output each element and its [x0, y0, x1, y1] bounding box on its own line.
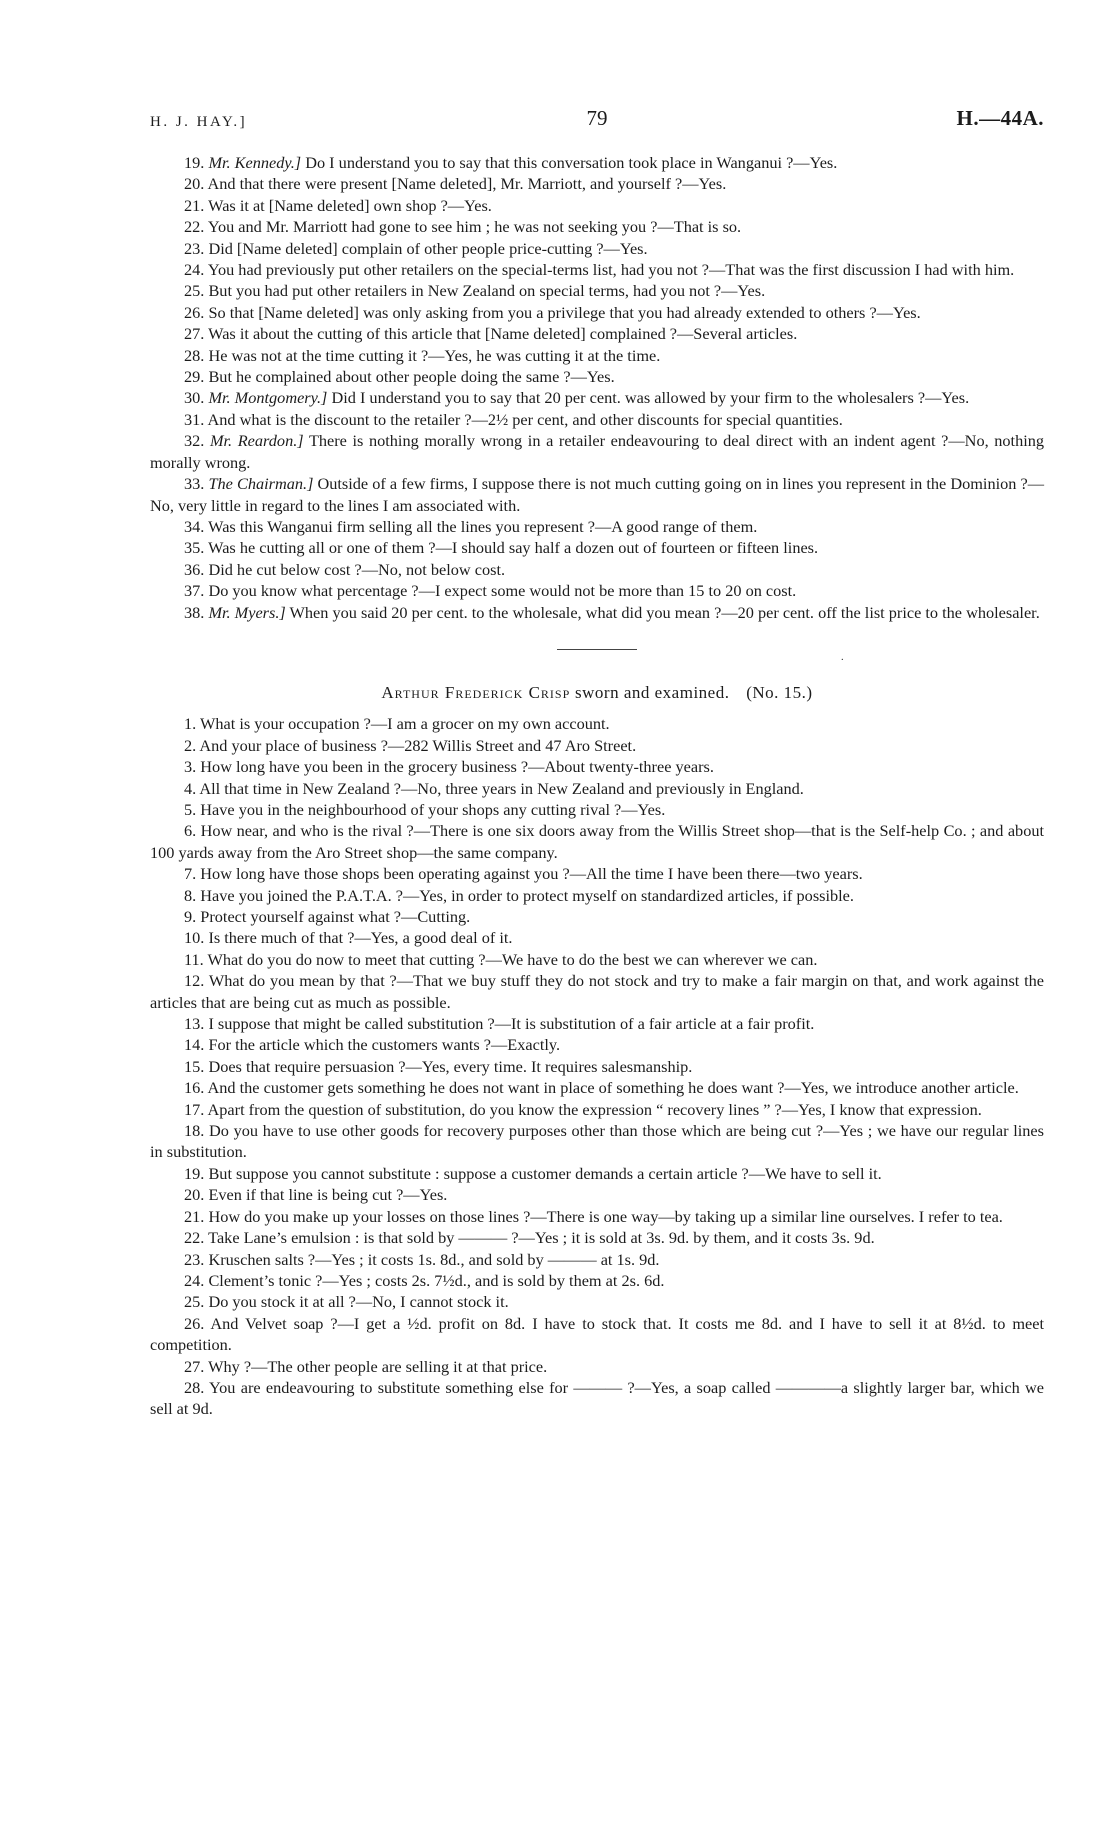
qa-paragraph — [150, 906, 1044, 927]
qa-paragraph — [150, 345, 1044, 366]
question-number: 28. — [184, 1377, 205, 1397]
question-number: 27. — [184, 1356, 205, 1376]
question-number: 23. — [184, 1249, 205, 1269]
qa-text: Was this Wanganui firm selling all the lines you represent ?—A good range of them. — [208, 516, 758, 536]
qa-text: Is there much of that ?—Yes, a good deal of it. — [208, 928, 513, 948]
qa-text: Have you joined the P.A.T.A. ?—Yes, in order to protect myself on standardized articles, if possible. — [200, 885, 854, 905]
qa-text: For the article which the customers wants ?—Exactly. — [208, 1035, 561, 1055]
sworn-label: sworn and examined. — [575, 682, 730, 702]
question-number: 32. — [184, 431, 205, 451]
qa-paragraph — [150, 580, 1044, 601]
question-number: 11. — [184, 949, 204, 969]
qa-text: You and Mr. Marriott had gone to see him ; he was not seeking you ?—That is so. — [207, 217, 742, 237]
qa-paragraph — [150, 280, 1044, 301]
qa-text: How do you make up your losses on those lines ?—There is one way—by taking up a similar line ourselves. I refer to tea. — [208, 1206, 1003, 1226]
qa-paragraph — [150, 1206, 1044, 1227]
qa-text: And your place of business ?—282 Willis Street and 47 Aro Street. — [199, 735, 637, 755]
stray-mark: · — [840, 654, 844, 666]
qa-paragraph — [150, 409, 1044, 430]
question-number: 34. — [184, 516, 205, 536]
question-number: 8. — [184, 885, 197, 905]
qa-text: What do you do now to meet that cutting ?—We have to do the best we can wherever we can. — [207, 949, 818, 969]
question-number: 12. — [184, 971, 205, 991]
question-number: 5. — [184, 799, 197, 819]
qa-paragraph — [150, 516, 1044, 537]
question-number: 20. — [184, 1185, 205, 1205]
question-number: 6. — [184, 821, 197, 841]
qa-paragraph — [150, 1227, 1044, 1248]
qa-text: Why ?—The other people are selling it at that price. — [208, 1356, 548, 1376]
question-number: 31. — [184, 409, 205, 429]
qa-paragraph — [150, 756, 1044, 777]
qa-text: Was he cutting all or one of them ?—I should say half a dozen out of fourteen or fifteen lines. — [208, 538, 819, 558]
qa-paragraph — [150, 387, 1044, 408]
qa-paragraph — [150, 559, 1044, 580]
question-number: 30. — [184, 388, 205, 408]
qa-text: Did he cut below cost ?—No, not below cost. — [208, 559, 506, 579]
qa-text: And what is the discount to the retailer ?—2½ per cent, and other discounts for special quantities. — [207, 409, 843, 429]
qa-paragraph — [150, 1184, 1044, 1205]
qa-paragraph — [150, 1291, 1044, 1312]
qa-text: How long have those shops been operating against you ?—All the time I have been there—two years. — [200, 864, 863, 884]
speaker-name: Mr. Montgomery.] — [208, 388, 328, 408]
qa-text: Clement’s tonic ?—Yes ; costs 2s. 7½d., and is sold by them at 2s. 6d. — [208, 1270, 665, 1290]
qa-text: You are endeavouring to substitute something else for ——— ?—Yes, a soap called ————a slightly larger bar, which we sell at 9d. — [150, 1377, 1044, 1419]
section-divider — [557, 649, 637, 650]
qa-paragraph — [150, 238, 1044, 259]
qa-paragraph — [150, 323, 1044, 344]
qa-paragraph — [150, 1270, 1044, 1291]
qa-paragraph — [150, 927, 1044, 948]
witness-name: Arthur Frederick Crisp — [381, 682, 571, 702]
qa-paragraph — [150, 195, 1044, 216]
qa-text: And the customer gets something he does not want in place of something he does want ?—Yes, we introduce another article. — [207, 1078, 1019, 1098]
qa-text: But he complained about other people doing the same ?—Yes. — [208, 367, 615, 387]
qa-paragraph — [150, 885, 1044, 906]
qa-text: Did [Name deleted] complain of other people price-cutting ?—Yes. — [208, 238, 648, 258]
qa-paragraph — [150, 1163, 1044, 1184]
question-number: 25. — [184, 281, 205, 301]
question-number: 21. — [184, 1206, 205, 1226]
question-number: 21. — [184, 195, 205, 215]
qa-paragraph — [150, 1013, 1044, 1034]
qa-text: Protect yourself against what ?—Cutting. — [200, 907, 471, 926]
question-number: 4. — [184, 778, 197, 798]
qa-text: Do I understand you to say that this conversation took place in Wanganui ?—Yes. — [305, 153, 838, 172]
question-number: 38. — [184, 602, 205, 622]
qa-paragraph — [150, 216, 1044, 237]
qa-paragraph — [150, 366, 1044, 387]
qa-text: Do you know what percentage ?—I expect some would not be more than 15 to 20 on cost. — [208, 581, 797, 601]
qa-paragraph — [150, 778, 1044, 799]
question-number: 7. — [184, 864, 197, 884]
question-number: 3. — [184, 757, 197, 777]
qa-paragraph — [150, 1099, 1044, 1120]
qa-text: How near, and who is the rival ?—There is one six doors away from the Willis Street shop—that is the Self-help Co. ; and about 100 yards away from the Aro Street shop—the same company. — [150, 821, 1044, 862]
speaker-name: Mr. Myers.] — [208, 602, 286, 622]
speaker-name: Mr. Reardon.] — [209, 431, 304, 451]
qa-text: There is nothing morally wrong in a retailer endeavouring to deal direct with an indent agent ?—No, nothing morally wrong. — [150, 431, 1045, 472]
question-number: 9. — [184, 907, 197, 926]
question-number: 33. — [184, 474, 205, 494]
qa-text: Does that require persuasion ?—Yes, every time. It requires salesmanship. — [208, 1056, 693, 1076]
qa-paragraph — [150, 1077, 1044, 1098]
qa-paragraph — [150, 1377, 1044, 1420]
qa-paragraph — [150, 173, 1044, 194]
question-number: 10. — [184, 928, 205, 948]
qa-text: What is your occupation ?—I am a grocer on my own account. — [200, 714, 610, 734]
question-number: 14. — [184, 1035, 205, 1055]
qa-text: What do you mean by that ?—That we buy stuff they do not stock and try to make a fair margin on that, and work against the articles that are being cut as much as possible. — [150, 971, 1044, 1012]
question-number: 29. — [184, 367, 205, 387]
speaker-name: Mr. Kennedy.] — [208, 153, 302, 172]
qa-text: Do you have to use other goods for recovery purposes other than those which are being cut ?—Yes ; we have our regular lines in substitution. — [150, 1121, 1044, 1162]
qa-paragraph — [150, 713, 1044, 734]
qa-text: Even if that line is being cut ?—Yes. — [208, 1185, 448, 1205]
question-number: 20. — [184, 174, 205, 194]
qa-text: When you said 20 per cent. to the wholesale, what did you mean ?—20 per cent. off the list price to the wholesaler. — [289, 602, 1040, 622]
qa-text: All that time in New Zealand ?—No, three years in New Zealand and previously in England. — [199, 778, 804, 798]
qa-text: But suppose you cannot substitute : suppose a customer demands a certain article ?—We have to sell it. — [208, 1163, 882, 1183]
crisp-testimony — [150, 713, 1044, 1419]
qa-paragraph — [150, 1034, 1044, 1055]
qa-text: Do you stock it at all ?—No, I cannot stock it. — [208, 1292, 509, 1312]
question-number: 19. — [184, 153, 205, 172]
hay-testimony — [150, 152, 1044, 623]
qa-paragraph — [150, 735, 1044, 756]
question-number: 22. — [184, 1228, 205, 1248]
qa-paragraph — [150, 259, 1044, 280]
section-heading — [150, 682, 1044, 703]
question-number: 24. — [184, 260, 205, 280]
qa-paragraph — [150, 537, 1044, 558]
qa-text: Kruschen salts ?—Yes ; it costs 1s. 8d., and sold by ——— at 1s. 9d. — [208, 1249, 660, 1269]
qa-text: Outside of a few firms, I suppose there is not much cutting going on in lines you represent in the Dominion ?—No, very little in regard to the lines I am associated with. — [150, 474, 1044, 515]
question-number: 2. — [184, 735, 197, 755]
qa-paragraph — [150, 799, 1044, 820]
qa-text: Apart from the question of substitution, do you know the expression “ recovery lines ” ?—Yes, I know that expression. — [207, 1099, 982, 1119]
qa-text: Take Lane’s emulsion : is that sold by ——— ?—Yes ; it is sold at 3s. 9d. by them, and it costs 3s. 9d. — [208, 1228, 875, 1248]
question-number: 17. — [184, 1099, 205, 1119]
qa-paragraph — [150, 1056, 1044, 1077]
question-number: 26. — [184, 302, 205, 322]
question-number: 1. — [184, 714, 197, 734]
question-number: 37. — [184, 581, 205, 601]
qa-paragraph — [150, 152, 1044, 173]
question-number: 26. — [184, 1313, 205, 1333]
qa-paragraph — [150, 302, 1044, 323]
question-number: 28. — [184, 345, 205, 365]
page-number: 79 — [586, 106, 608, 130]
question-number: 18. — [184, 1121, 205, 1141]
speaker-name: The Chairman.] — [208, 474, 314, 494]
question-number: 19. — [184, 1163, 205, 1183]
document-reference: H.—44A. — [956, 106, 1044, 130]
question-number: 15. — [184, 1056, 205, 1076]
qa-paragraph — [150, 430, 1044, 473]
qa-text: I suppose that might be called substitution ?—It is substitution of a fair article at a fair profit. — [208, 1014, 815, 1034]
question-number: 13. — [184, 1014, 205, 1034]
qa-text: And that there were present [Name deleted], Mr. Marriott, and yourself ?—Yes. — [207, 174, 727, 194]
question-number: 36. — [184, 559, 205, 579]
qa-paragraph — [150, 1313, 1044, 1356]
question-number: 16. — [184, 1078, 205, 1098]
qa-paragraph — [150, 820, 1044, 863]
qa-paragraph — [150, 1356, 1044, 1377]
qa-paragraph — [150, 949, 1044, 970]
question-number: 23. — [184, 238, 205, 258]
qa-text: Was it at [Name deleted] own shop ?—Yes. — [208, 195, 492, 215]
qa-text: But you had put other retailers in New Zealand on special terms, had you not ?—Yes. — [208, 281, 766, 301]
witness-number: (No. 15.) — [746, 682, 813, 702]
qa-paragraph — [150, 473, 1044, 516]
question-number: 35. — [184, 538, 205, 558]
question-number: 25. — [184, 1292, 205, 1312]
qa-paragraph — [150, 970, 1044, 1013]
qa-text: He was not at the time cutting it ?—Yes, he was cutting it at the time. — [208, 345, 661, 365]
qa-paragraph — [150, 1120, 1044, 1163]
qa-text: Did I understand you to say that 20 per cent. was allowed by your firm to the wholesalers ?—Yes. — [331, 388, 970, 408]
qa-text: And Velvet soap ?—I get a ½d. profit on 8d. I have to stock that. It costs me 8d. and I have to sell it at 8½d. to meet competition. — [150, 1313, 1045, 1355]
page-header — [150, 106, 1044, 142]
question-number: 24. — [184, 1270, 205, 1290]
qa-paragraph — [150, 863, 1044, 884]
running-head-witness: H. J. HAY.] — [150, 114, 248, 130]
qa-text: Was it about the cutting of this article that [Name deleted] complained ?—Several articles. — [208, 324, 798, 344]
qa-text: Have you in the neighbourhood of your shops any cutting rival ?—Yes. — [200, 799, 666, 819]
qa-text: How long have you been in the grocery business ?—About twenty-three years. — [200, 757, 714, 777]
qa-text: You had previously put other retailers on the special-terms list, had you not ?—That was the first discussion I had with him. — [207, 260, 1015, 280]
qa-paragraph — [150, 1249, 1044, 1270]
question-number: 27. — [184, 324, 205, 344]
question-number: 22. — [184, 217, 205, 237]
qa-text: So that [Name deleted] was only asking from you a privilege that you had already extended to others ?—Yes. — [208, 302, 921, 322]
qa-paragraph — [150, 602, 1044, 623]
